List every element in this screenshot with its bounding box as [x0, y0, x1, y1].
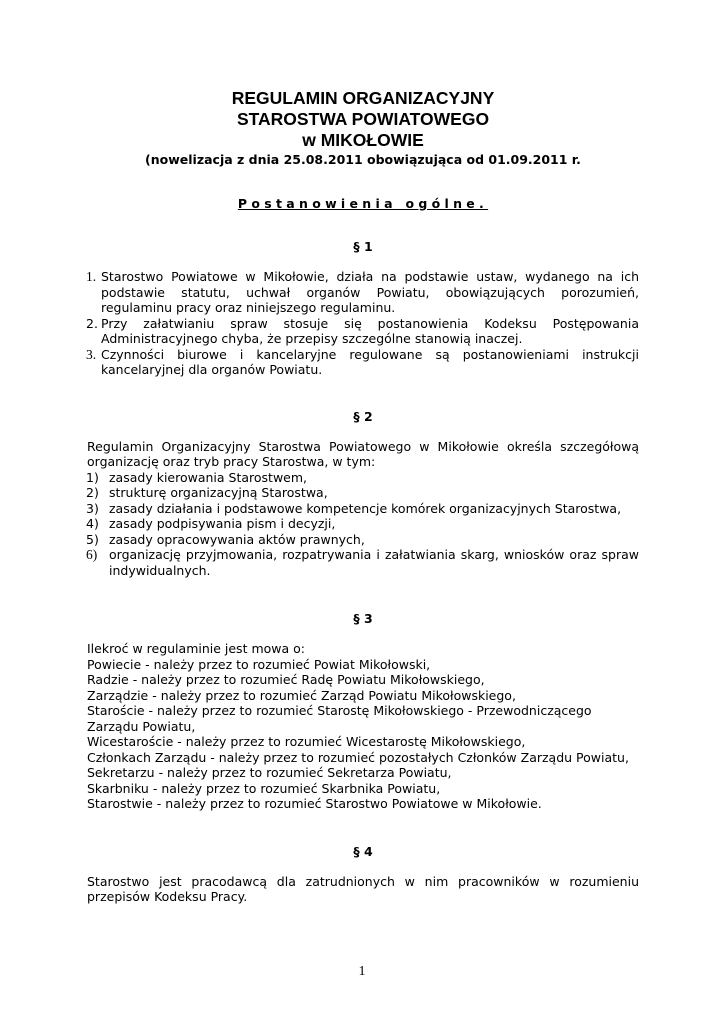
definition-line: Członkach Zarządu - należy przez to rozumieć pozostałych Członków Zarządu Powiatu, — [87, 749, 629, 765]
paragraph-mark-4: § 4 — [353, 843, 373, 859]
list-item-number: 5) — [86, 531, 99, 547]
definition-line: Powiecie - należy przez to rozumieć Powiat Mikołowski, — [87, 656, 431, 672]
list-item-number: 3) — [86, 500, 99, 516]
paragraph-mark-2: § 2 — [353, 408, 373, 424]
list-item — [87, 269, 639, 316]
document-page — [87, 88, 639, 905]
list-item-number: 6) — [86, 547, 98, 562]
list-item-number: 1. — [86, 269, 97, 284]
list-item-number: 4) — [86, 516, 99, 531]
paragraph-mark-3: § 3 — [353, 611, 373, 626]
list-item-text: zasady opracowywania aktów prawnych, — [109, 531, 365, 547]
list-item-text: zasady kierowania Starostwem, — [109, 469, 308, 485]
list-item-text: zasady podpisywania pism i decyzji, — [109, 516, 336, 531]
definition-line: Skarbniku - należy przez to rozumieć Skarbnika Powiatu, — [87, 780, 441, 796]
paragraph-mark-1: § 1 — [353, 239, 373, 254]
definition-line: Starostwie - należy przez to rozumieć Starostwo Powiatowe w Mikołowie. — [87, 796, 542, 811]
definition-line: Sekretarzu - należy przez to rozumieć Sekretarza Powiatu, — [87, 765, 452, 780]
list-item — [87, 316, 639, 347]
definition-line: Zarządzie - należy przez to rozumieć Zarząd Powiatu Mikołowskiego, — [87, 687, 516, 703]
list-item — [87, 347, 639, 378]
definition-line: Wicestaroście - należy przez to rozumieć Wicestarostę Mikołowskiego, — [87, 734, 526, 749]
list-item-number: 2. — [86, 315, 98, 331]
list-item — [87, 501, 639, 517]
s1-list — [87, 269, 639, 378]
list-item-number: 1) — [86, 469, 99, 485]
list-item — [87, 547, 639, 578]
s2-list — [87, 470, 639, 579]
list-item-number: 3. — [86, 346, 97, 362]
definition-line: Radzie - należy przez to rozumieć Radę Powiatu Mikołowskiego, — [87, 672, 485, 687]
document-title-line2: STAROSTWA POWIATOWEGO — [236, 109, 490, 129]
list-item-text: organizację przyjmowania, rozpatrywania i załatwiania skarg, wniosków oraz spraw indywidualnych. — [109, 547, 639, 578]
list-item-text: zasady działania i podstawowe kompetencje komórek organizacyjnych Starostwa, — [109, 500, 622, 516]
list-item-number: 2) — [86, 485, 99, 500]
list-item — [87, 470, 639, 486]
list-item-text: Czynności biurowe i kancelaryjne regulowane są postanowieniami instrukcji kancelaryjnej dla organów Powiatu. — [101, 346, 639, 377]
document-title-line1: REGULAMIN ORGANIZACYJNY — [231, 88, 495, 108]
document-title-line3: w MIKOŁOWIE — [302, 130, 424, 150]
list-item — [87, 516, 639, 532]
definition-line: Staroście - należy przez to rozumieć Starostę Mikołowskiego - Przewodniczącego Zarządu Powiatu, — [87, 703, 592, 734]
section-heading: Postanowienia ogólne. — [237, 196, 489, 211]
s4-text: Starostwo jest pracodawcą dla zatrudnionych w nim pracowników w rozumieniu przepisów Kodeksu Pracy. — [87, 873, 639, 904]
document-subtitle: (nowelizacja z dnia 25.08.2011 obowiązująca od 01.09.2011 r. — [145, 152, 581, 167]
list-item-text: strukturę organizacyjną Starostwa, — [109, 485, 328, 500]
page-number: 1 — [358, 964, 366, 979]
list-item — [87, 532, 639, 548]
s3-intro: Ilekroć w regulaminie jest mowa o: — [87, 641, 305, 656]
list-item — [87, 485, 639, 501]
s2-intro: Regulamin Organizacyjny Starostwa Powiatowego w Mikołowie określa szczegółową organizację oraz tryb pracy Starostwa, w tym: — [87, 438, 639, 469]
list-item-text: Starostwo Powiatowe w Mikołowie, działa na podstawie ustaw, wydanego na ich podstawie statutu, uchwał organów Powiatu, obowiązujących porozumień, regulaminu pracy oraz niniejszego regulaminu. — [101, 269, 639, 315]
list-item-text: Przy załatwianiu spraw stosuje się postanowienia Kodeksu Postępowania Administracyjnego chyba, że przepisy szczególne stanowią inaczej. — [101, 315, 639, 346]
